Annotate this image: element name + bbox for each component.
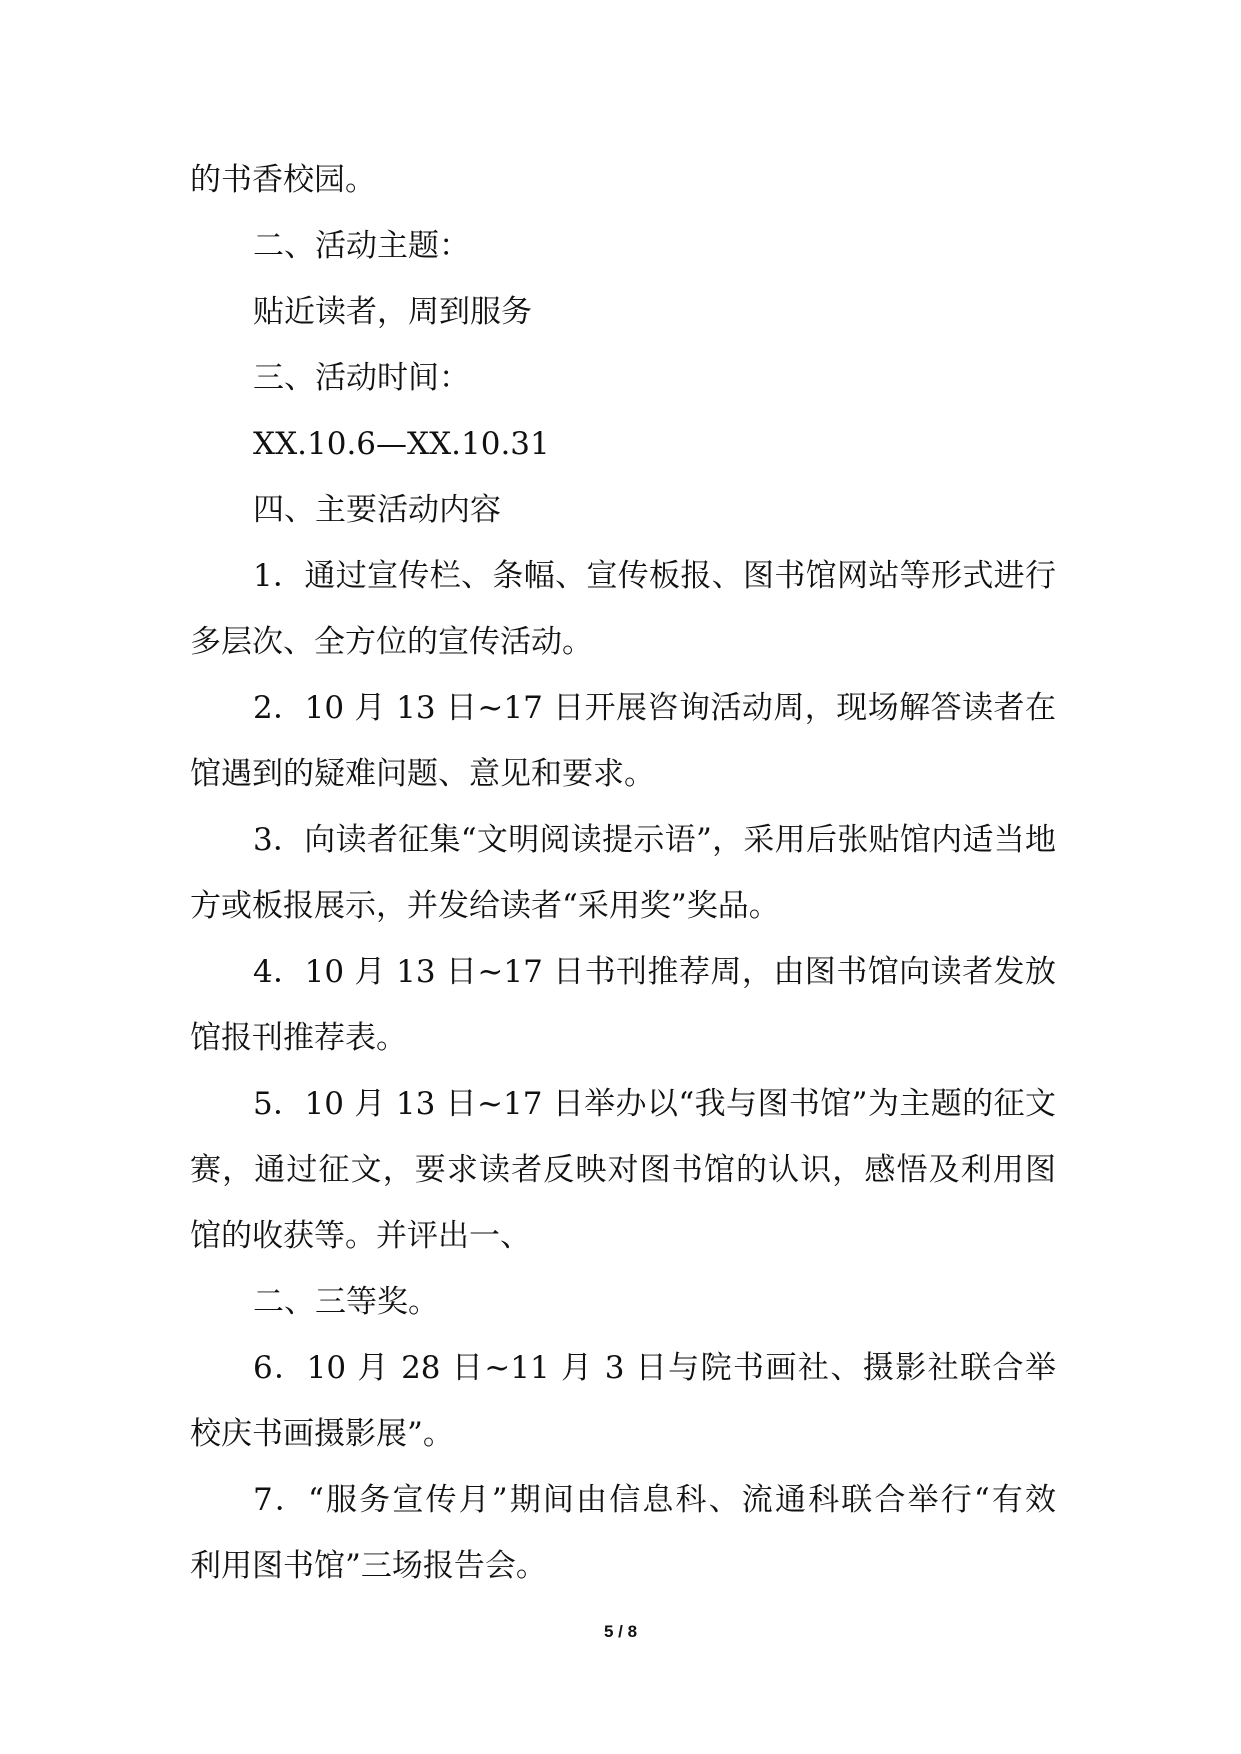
text-line: 利用图书馆”三场报告会。: [190, 1548, 547, 1584]
list-item: 1．通过宣传栏、条幅、宣传板报、图书馆网站等形式进行: [253, 558, 1056, 594]
text-line: 多层次、全方位的宣传活动。: [190, 624, 593, 660]
page-number: 5 / 8: [603, 1622, 638, 1641]
text-line: 贴近读者，周到服务: [253, 294, 532, 330]
list-item: 6．10 月 28 日~11 月 3 日与院书画社、摄影社联合举: [253, 1350, 1056, 1386]
text-line: 馆的收获等。并评出一、: [190, 1218, 531, 1254]
text-line: 二、三等奖。: [253, 1284, 439, 1320]
list-item: 5．10 月 13 日~17 日举办以“我与图书馆”为主题的征文: [253, 1086, 1056, 1122]
list-item: 3．向读者征集“文明阅读提示语”，采用后张贴馆内适当地: [253, 822, 1056, 858]
section-heading: 二、活动主题：: [253, 228, 470, 264]
list-item: 7．“服务宣传月”期间由信息科、流通科联合举行“有效: [253, 1482, 1056, 1518]
text-line: 赛，通过征文，要求读者反映对图书馆的认识，感悟及利用图: [190, 1152, 1056, 1188]
page-body: [190, 147, 1056, 1599]
section-heading: 四、主要活动内容: [253, 492, 501, 528]
text-line: 的书香校园。: [190, 162, 376, 198]
text-line: 校庆书画摄影展”。: [190, 1416, 454, 1452]
section-heading: 三、活动时间：: [253, 360, 470, 396]
text-line: 馆报刊推荐表。: [190, 1020, 407, 1056]
list-item: 2．10 月 13 日~17 日开展咨询活动周，现场解答读者在: [253, 690, 1056, 726]
text-line: 方或板报展示，并发给读者“采用奖”奖品。: [190, 888, 780, 924]
text-line: 馆遇到的疑难问题、意见和要求。: [190, 756, 655, 792]
list-item: 4．10 月 13 日~17 日书刊推荐周，由图书馆向读者发放: [253, 954, 1056, 990]
text-line: XX.10.6—XX.10.31: [253, 426, 550, 462]
